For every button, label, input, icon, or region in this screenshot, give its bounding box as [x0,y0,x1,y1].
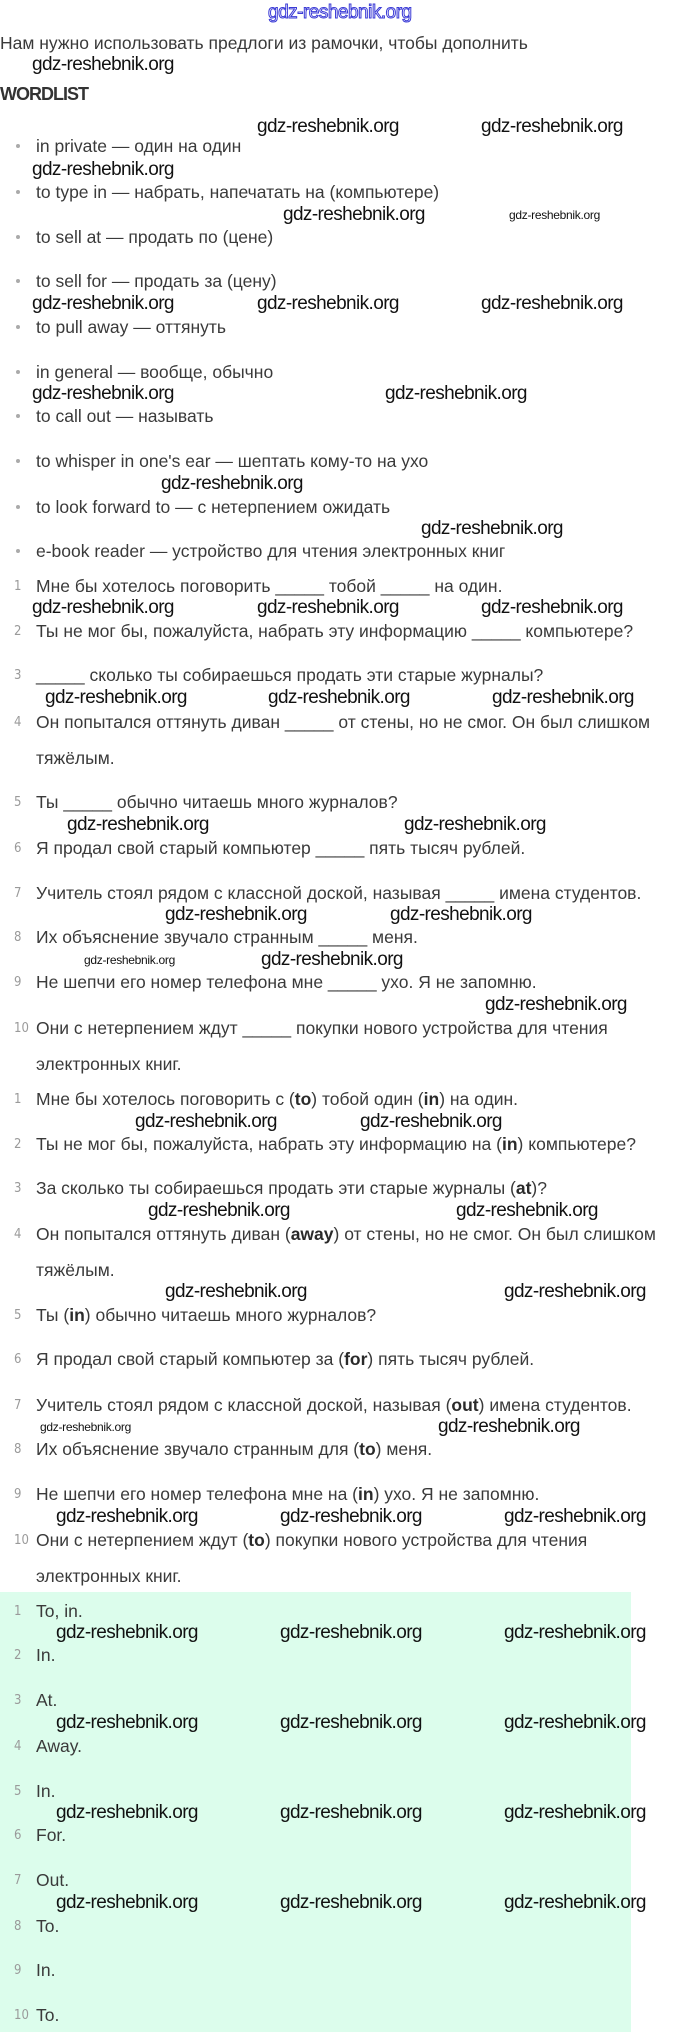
item-text: Он попытался оттянуть диван _____ от стены, но не смог. Он был слишком [36,712,651,732]
item-text: тяжёлым. [36,748,115,768]
answer-word: for [344,1349,368,1369]
item-text [36,1088,518,1110]
answer-text: ) компьютере? [517,1134,636,1154]
watermark-text: gdz-reshebnik.org [280,1802,422,1823]
watermark-text: gdz-reshebnik.org [504,1892,646,1913]
watermark-text: gdz-reshebnik.org [165,904,307,925]
watermark-text: gdz-reshebnik.org [504,1281,646,1302]
item-text [36,1133,636,1155]
watermark-text: gdz-reshebnik.org [283,204,425,225]
watermark-text: gdz-reshebnik.org [56,1802,198,1823]
item-text: Away. [36,1736,83,1756]
watermark-text: gdz-reshebnik.org [280,1712,422,1733]
task-intro: Нам нужно использовать предлоги из рамочки, чтобы дополнить [0,33,528,53]
watermark-text: gdz-reshebnik.org [509,208,600,222]
item-text: Я продал свой старый компьютер _____ пять тысяч рублей. [36,838,526,858]
wordlist-item-text: to call out — называть [36,406,214,426]
bullet-icon [16,235,20,239]
bullet-icon [16,505,20,509]
item-number: 3 [14,1181,22,1196]
wordlist-item-text: in general — вообще, обычно [36,362,274,382]
watermark-text: gdz-reshebnik.org [135,1111,277,1132]
item-text: Их объяснение звучало странным _____ меня. [36,927,418,947]
item-text: To, in. [36,1601,83,1621]
answer-text: Учитель стоял рядом с классной доской, называя ( [36,1395,452,1415]
item-text: In. [36,1960,56,1980]
watermark-text: gdz-reshebnik.org [438,1416,580,1437]
item-number: 3 [14,1693,22,1708]
watermark-text: gdz-reshebnik.org [492,687,634,708]
item-text [36,1394,632,1416]
bullet-icon [16,144,20,148]
watermark-text: gdz-reshebnik.org [257,597,399,618]
item-number: 5 [14,1308,22,1323]
item-number: 7 [14,1873,22,1888]
item-text: Ты _____ обычно читаешь много журналов? [36,792,398,812]
answer-text: ) обычно читаешь много журналов? [84,1305,377,1325]
item-number: 8 [14,1442,22,1457]
watermark-text: gdz-reshebnik.org [268,687,410,708]
watermark-text: gdz-reshebnik.org [257,116,399,137]
item-text [36,1223,656,1245]
answer-word: to [294,1089,312,1109]
watermark-text: gdz-reshebnik.org [421,518,563,539]
item-text: электронных книг. [36,1054,182,1074]
answer-word: in [69,1305,85,1325]
watermark-text: gdz-reshebnik.org [485,994,627,1015]
watermark-text: gdz-reshebnik.org [404,814,546,835]
item-text [36,1438,432,1460]
item-number: 6 [14,1828,22,1843]
wordlist-heading: WORDLIST [0,84,88,104]
item-number: 7 [14,886,22,901]
watermark-text: gdz-reshebnik.org [504,1802,646,1823]
item-text: тяжёлым. [36,1260,115,1280]
answer-text: Я продал свой старый компьютер за ( [36,1349,345,1369]
wordlist-item-text: to sell for — продать за (цену) [36,271,277,291]
item-number: 9 [14,1963,22,1978]
answer-text: Их объяснение звучало странным для ( [36,1439,360,1459]
watermark-text: gdz-reshebnik.org [165,1281,307,1302]
item-number: 8 [14,930,22,945]
watermark-text: gdz-reshebnik.org [32,54,174,75]
watermark-text: gdz-reshebnik.org [481,116,623,137]
watermark-text: gdz-reshebnik.org [280,1506,422,1527]
watermark-text: gdz-reshebnik.org [481,597,623,618]
watermark-text: gdz-reshebnik.org [40,1420,131,1434]
watermark-text: gdz-reshebnik.org [56,1506,198,1527]
answer-text: ) тобой один ( [311,1089,424,1109]
item-number: 5 [14,795,22,810]
watermark-text: gdz-reshebnik.org [67,814,209,835]
item-number: 1 [14,1604,22,1619]
item-number: 10 [14,1021,29,1036]
bullet-icon [16,279,20,283]
item-text: Они с нетерпением ждут _____ покупки нового устройства для чтения [36,1018,608,1038]
item-text: In. [36,1781,56,1801]
item-text: Мне бы хотелось поговорить _____ тобой _____ на один. [36,576,503,596]
answer-text: Ты ( [36,1305,70,1325]
wordlist-item-text: e-book reader — устройство для чтения электронных книг [36,541,506,561]
answer-text: Они с нетерпением ждут ( [36,1530,249,1550]
watermark-text: gdz-reshebnik.org [257,293,399,314]
watermark-text: gdz-reshebnik.org [280,1892,422,1913]
answer-text: ) ухо. Я не запомню. [373,1484,540,1504]
answer-text: ) меня. [375,1439,433,1459]
watermark-text: gdz-reshebnik.org [56,1712,198,1733]
watermark-text: gdz-reshebnik.org [56,1892,198,1913]
wordlist-item-text: to sell at — продать по (цене) [36,227,274,247]
watermark-text: gdz-reshebnik.org [385,383,527,404]
watermark-text: gdz-reshebnik.org [280,1622,422,1643]
item-text [36,1483,539,1505]
item-number: 9 [14,975,22,990]
watermark-text: gdz-reshebnik.org [504,1712,646,1733]
item-text: To. [36,1916,60,1936]
item-number: 2 [14,1137,22,1152]
answer-text: )? [531,1178,547,1198]
item-text [36,1348,534,1370]
watermark-text: gdz-reshebnik.org [56,1622,198,1643]
item-text [36,1304,376,1326]
answer-text: Мне бы хотелось поговорить с ( [36,1089,295,1109]
answer-word: to [248,1530,265,1550]
item-text: At. [36,1690,58,1710]
watermark-text: gdz-reshebnik.org [32,383,174,404]
item-number: 10 [14,1533,29,1548]
bullet-icon [16,190,20,194]
item-number: 7 [14,1398,22,1413]
item-number: 2 [14,624,22,639]
item-number: 4 [14,1227,22,1242]
watermark-text: gdz-reshebnik.org [32,293,174,314]
answer-word: in [358,1484,374,1504]
item-text: электронных книг. [36,1566,182,1586]
item-text: Учитель стоял рядом с классной доской, называя _____ имена студентов. [36,883,642,903]
answer-text: Не шепчи его номер телефона мне на ( [36,1484,358,1504]
wordlist-item-text: to type in — набрать, напечатать на (компьютере) [36,182,440,202]
item-text: To. [36,2005,60,2025]
answer-text: ) пять тысяч рублей. [367,1349,535,1369]
watermark-text: gdz-reshebnik.org [32,159,174,180]
wordlist-item-text: to pull away — оттянуть [36,317,227,337]
item-text: Не шепчи его номер телефона мне _____ ухо. Я не запомню. [36,972,537,992]
wordlist-item-text: to look forward to — с нетерпением ожидать [36,497,391,517]
bullet-icon [16,459,20,463]
answer-word: at [515,1178,532,1198]
watermark-text: gdz-reshebnik.org [481,293,623,314]
answer-text: ) покупки нового устройства для чтения [264,1530,588,1550]
item-number: 3 [14,668,22,683]
answer-word: away [290,1224,334,1244]
answer-text: ) от стены, но не смог. Он был слишком [333,1224,656,1244]
item-number: 2 [14,1648,22,1663]
item-number: 6 [14,841,22,856]
bullet-icon [16,325,20,329]
watermark-text: gdz-reshebnik.org [504,1506,646,1527]
watermark-text: gdz-reshebnik.org [360,1111,502,1132]
bullet-icon [16,549,20,553]
item-number: 8 [14,1919,22,1934]
answer-text: ) имена студентов. [478,1395,632,1415]
answer-text: Ты не мог бы, пожалуйста, набрать эту информацию на ( [36,1134,502,1154]
item-number: 5 [14,1784,22,1799]
item-text: _____ сколько ты собираешься продать эти старые журналы? [36,665,544,685]
bullet-icon [16,414,20,418]
answer-text: ) на один. [439,1089,518,1109]
wordlist-item-text: in private — один на один [36,136,242,156]
item-text [36,1177,547,1199]
watermark-text: gdz-reshebnik.org [504,1622,646,1643]
item-number: 1 [14,1092,22,1107]
item-number: 6 [14,1352,22,1367]
item-text: In. [36,1645,56,1665]
answer-word: out [451,1395,479,1415]
item-number: 4 [14,1739,22,1754]
item-number: 9 [14,1487,22,1502]
watermark-text: gdz-reshebnik.org [45,687,187,708]
answer-word: in [423,1089,440,1109]
watermark-text: gdz-reshebnik.org [390,904,532,925]
answer-word: in [501,1134,518,1154]
watermark-text: gdz-reshebnik.org [456,1200,598,1221]
watermark-text: gdz-reshebnik.org [161,473,303,494]
item-text [36,1529,587,1551]
site-watermark-top[interactable]: gdz-reshebnik.org [268,2,412,23]
answer-text: За сколько ты собираешься продать эти старые журналы ( [36,1178,516,1198]
watermark-text: gdz-reshebnik.org [261,949,403,970]
item-text: Out. [36,1870,70,1890]
watermark-text: gdz-reshebnik.org [32,597,174,618]
item-number: 4 [14,715,22,730]
bullet-icon [16,370,20,374]
item-number: 10 [14,2008,29,2023]
watermark-text: gdz-reshebnik.org [148,1200,290,1221]
item-text: Ты не мог бы, пожалуйста, набрать эту информацию _____ компьютере? [36,621,634,641]
watermark-text: gdz-reshebnik.org [84,953,175,967]
wordlist-item-text: to whisper in one's ear — шептать кому-то на ухо [36,451,429,471]
item-number: 1 [14,579,22,594]
answer-word: to [359,1439,376,1459]
answer-text: Он попытался оттянуть диван ( [36,1224,291,1244]
item-text: For. [36,1825,67,1845]
